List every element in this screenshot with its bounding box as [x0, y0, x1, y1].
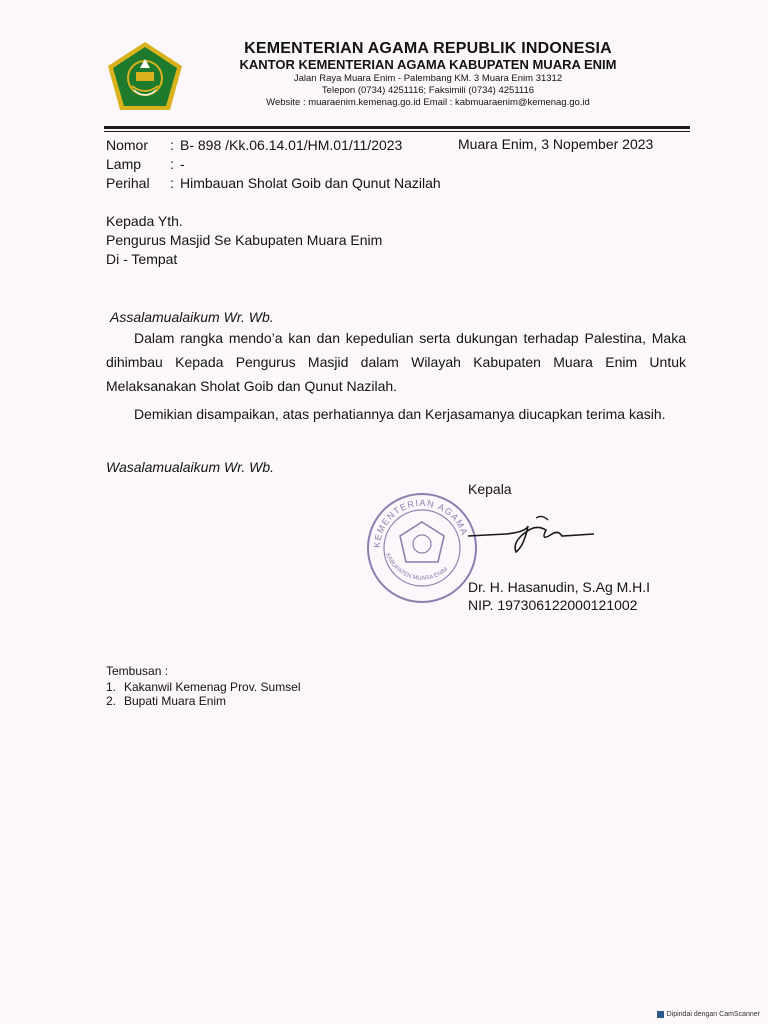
perihal-row [106, 174, 441, 192]
camscanner-icon [657, 1011, 664, 1018]
office-address: Jalan Raya Muara Enim - Palembang KM. 3 Muara Enim 31312 [293, 73, 563, 84]
signatory-name: Dr. H. Hasanudin, S.Ag M.H.I [468, 579, 651, 595]
ministry-title: KEMENTERIAN AGAMA REPUBLIK INDONESIA [244, 40, 612, 57]
signatory-title: Kepala [468, 481, 512, 497]
greeting: Assalamualaikum Wr. Wb. [110, 309, 274, 325]
colon: : [170, 156, 174, 172]
tembusan-label: Tembusan : [106, 664, 169, 678]
office-title: KANTOR KEMENTERIAN AGAMA KABUPATEN MUARA ENIM [239, 57, 617, 72]
nomor-value: B- 898 /Kk.06.14.01/HM.01/11/2023 [180, 137, 403, 153]
official-stamp-icon [366, 482, 478, 614]
body-paragraph-1: Dalam rangka mendo’a kan dan kepedulian serta dukungan terhadap Palestina, Maka dihimbau Kepada Pengurus Masjid dalam Wilayah Kabupaten Muara Enim Untuk Melaksanakan Sholat Goib dan Qunut Nazilah. [106, 330, 686, 394]
lamp-row [106, 155, 185, 173]
perihal-label: Perihal [106, 175, 150, 191]
office-web-email: Website : muaraenim.kemenag.go.id Email : kabmuaraenim@kemenag.go.id [266, 97, 590, 108]
recipient-salutation: Kepada Yth. [106, 213, 183, 229]
kemenag-logo-icon [104, 40, 186, 112]
recipient-place: Di - Tempat [106, 251, 178, 267]
handwritten-signature-icon [466, 512, 596, 558]
tembusan-number: 1. [106, 680, 117, 694]
lamp-label: Lamp [106, 156, 142, 172]
colon: : [170, 137, 174, 153]
recipient-name: Pengurus Masjid Se Kabupaten Muara Enim [106, 232, 383, 248]
tembusan-text: Kakanwil Kemenag Prov. Sumsel [124, 680, 301, 694]
nomor-row [106, 136, 402, 154]
office-phone: Telepon (0734) 4251116; Faksimili (0734) 4251116 [321, 85, 535, 96]
lamp-value: - [180, 156, 185, 172]
header-rule-thick [104, 126, 690, 129]
header-rule-thin [104, 131, 690, 132]
stamp-text: KEMENTERIAN AGAMA [371, 497, 470, 549]
colon: : [170, 175, 174, 191]
scanner-text: Dipindai dengan CamScanner [666, 1011, 760, 1018]
closing-greeting: Wasalamualaikum Wr. Wb. [106, 459, 275, 475]
letterhead [196, 40, 660, 109]
signatory-nip: NIP. 197306122000121002 [468, 597, 638, 613]
tembusan-item [106, 694, 226, 708]
body-paragraph-2: Demikian disampaikan, atas perhatiannya dan Kerjasamanya diucapkan terima kasih. [134, 406, 666, 422]
perihal-value: Himbauan Sholat Goib dan Qunut Nazilah [180, 175, 441, 191]
tembusan-item [106, 680, 301, 694]
letter-date: Muara Enim, 3 Nopember 2023 [458, 136, 654, 152]
tembusan-text: Bupati Muara Enim [124, 694, 227, 708]
scanner-watermark [657, 1011, 760, 1018]
tembusan-number: 2. [106, 694, 117, 708]
nomor-label: Nomor [106, 137, 149, 153]
stamp-bottom-text: KABUPATEN MUARA ENIM [384, 552, 450, 582]
